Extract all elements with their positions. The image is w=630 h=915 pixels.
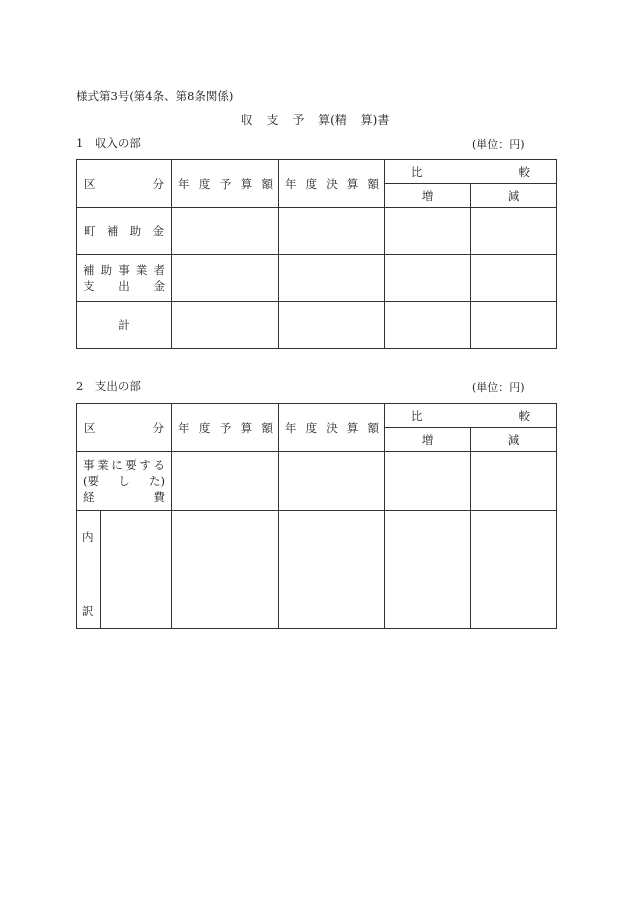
header-decrease: 減: [471, 428, 557, 452]
settlement-cell[interactable]: [279, 302, 385, 349]
header-category: 区 分: [77, 404, 172, 452]
decrease-cell[interactable]: [471, 511, 557, 629]
table-row: [77, 302, 557, 349]
settlement-cell[interactable]: [279, 208, 385, 255]
budget-cell[interactable]: [172, 511, 279, 629]
decrease-cell[interactable]: [471, 255, 557, 302]
increase-cell[interactable]: [385, 452, 471, 511]
increase-cell[interactable]: [385, 302, 471, 349]
header-settlement: 年 度 決 算 額: [279, 160, 385, 208]
header-comparison: 比 較: [385, 160, 557, 184]
document-title: [0, 111, 630, 128]
breakdown-label: 内 訳: [77, 511, 101, 629]
title-char: 算(精: [318, 113, 347, 127]
breakdown-items-cell[interactable]: [101, 511, 172, 629]
settlement-cell[interactable]: [279, 511, 385, 629]
header-budget: 年 度 予 算 額: [172, 160, 279, 208]
title-char: 収: [240, 113, 253, 127]
header-comparison: 比 較: [385, 404, 557, 428]
budget-cell[interactable]: [172, 255, 279, 302]
budget-cell[interactable]: [172, 452, 279, 511]
header-budget: 年 度 予 算 額: [172, 404, 279, 452]
settlement-cell[interactable]: [279, 452, 385, 511]
increase-cell[interactable]: [385, 255, 471, 302]
header-decrease: 減: [471, 184, 557, 208]
header-settlement: 年 度 決 算 額: [279, 404, 385, 452]
income-table: [76, 159, 557, 349]
budget-cell[interactable]: [172, 302, 279, 349]
title-char: 予: [292, 113, 305, 127]
header-increase: 増: [385, 184, 471, 208]
row-label: 補 助 事 業 者 支 出 金: [77, 255, 172, 302]
table-row: [77, 208, 557, 255]
header-increase: 増: [385, 428, 471, 452]
title-char: 算)書: [360, 113, 390, 127]
expense-table: [76, 403, 557, 629]
section-income-label: 1 収入の部: [76, 136, 141, 150]
header-category: 区 分: [77, 160, 172, 208]
unit-label: (単位：円): [472, 138, 525, 151]
decrease-cell[interactable]: [471, 452, 557, 511]
decrease-cell[interactable]: [471, 208, 557, 255]
title-char: 支: [266, 113, 279, 127]
budget-cell[interactable]: [172, 208, 279, 255]
table-row: [77, 255, 557, 302]
decrease-cell[interactable]: [471, 302, 557, 349]
increase-cell[interactable]: [385, 208, 471, 255]
settlement-cell[interactable]: [279, 255, 385, 302]
total-label: 計: [77, 302, 172, 349]
section-expense-label: 2 支出の部: [76, 379, 141, 393]
row-label: 事 業 に 要 す る (要 し た) 経 費: [77, 452, 172, 511]
table-row: [77, 452, 557, 511]
table-row: [77, 511, 557, 629]
unit-label: (単位：円): [472, 381, 525, 394]
form-number: 様式第3号(第4条、第8条関係): [76, 89, 234, 103]
increase-cell[interactable]: [385, 511, 471, 629]
row-label: 町 補 助 金: [77, 208, 172, 255]
